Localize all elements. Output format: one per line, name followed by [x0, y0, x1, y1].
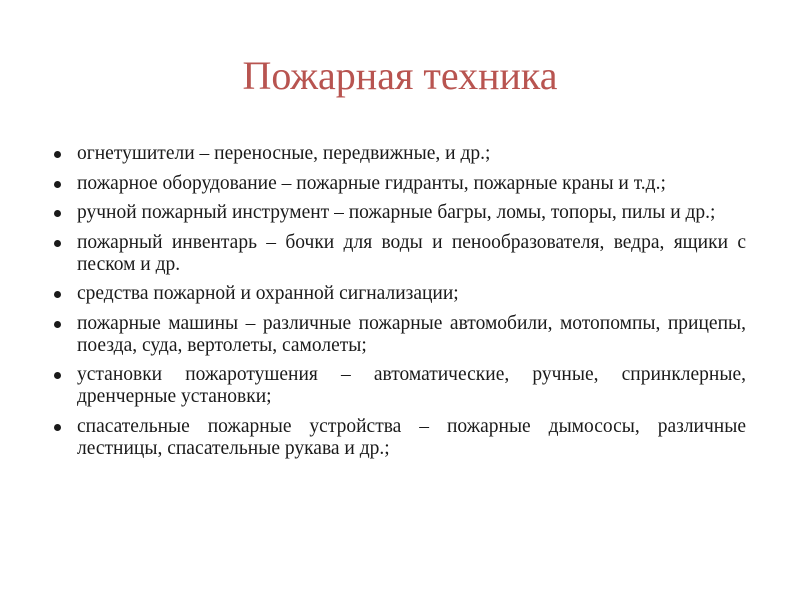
bullet-text: пожарные машины – различные пожарные автомобили, мотопомпы, прицепы, поезда, суда, вертолеты, самолеты; — [77, 312, 746, 356]
bullet-dot-icon — [54, 321, 61, 328]
bullet-dot-icon — [54, 424, 61, 431]
bullet-dot-icon — [54, 291, 61, 298]
bullet-text: средства пожарной и охранной сигнализации; — [77, 283, 459, 304]
bullet-dot-icon — [54, 210, 61, 217]
bullet-item-extinguishing-systems — [54, 364, 746, 408]
bullet-item-equipment — [54, 173, 746, 195]
bullet-text: спасательные пожарные устройства – пожарные дымососы, различные лестницы, спасательные рукава и др.; — [77, 415, 746, 459]
bullet-item-alarm-systems — [54, 283, 746, 305]
bullet-text: ручной пожарный инструмент – пожарные багры, ломы, топоры, пилы и др.; — [77, 202, 716, 223]
bullet-item-inventory — [54, 232, 746, 276]
bullet-dot-icon — [54, 240, 61, 247]
bullet-text: огнетушители – переносные, передвижные, и др.; — [77, 143, 491, 164]
bullet-dot-icon — [54, 181, 61, 188]
bullet-text: установки пожаротушения – автоматические, ручные, спринклерные, дренчерные установки; — [77, 364, 746, 407]
bullet-item-extinguishers — [54, 143, 746, 165]
bullet-text: пожарный инвентарь – бочки для воды и пенообразователя, ведра, ящики с песком и др. — [77, 231, 746, 275]
slide-title: Пожарная техника — [242, 53, 558, 98]
bullet-text: пожарное оборудование – пожарные гидранты, пожарные краны и т.д.; — [77, 172, 666, 194]
bullet-dot-icon — [54, 151, 61, 158]
bullet-item-hand-tools — [54, 202, 746, 224]
bullet-dot-icon — [54, 372, 61, 379]
bullet-list — [54, 143, 746, 467]
bullet-item-fire-vehicles — [54, 313, 746, 357]
bullet-item-rescue-devices — [54, 416, 746, 460]
